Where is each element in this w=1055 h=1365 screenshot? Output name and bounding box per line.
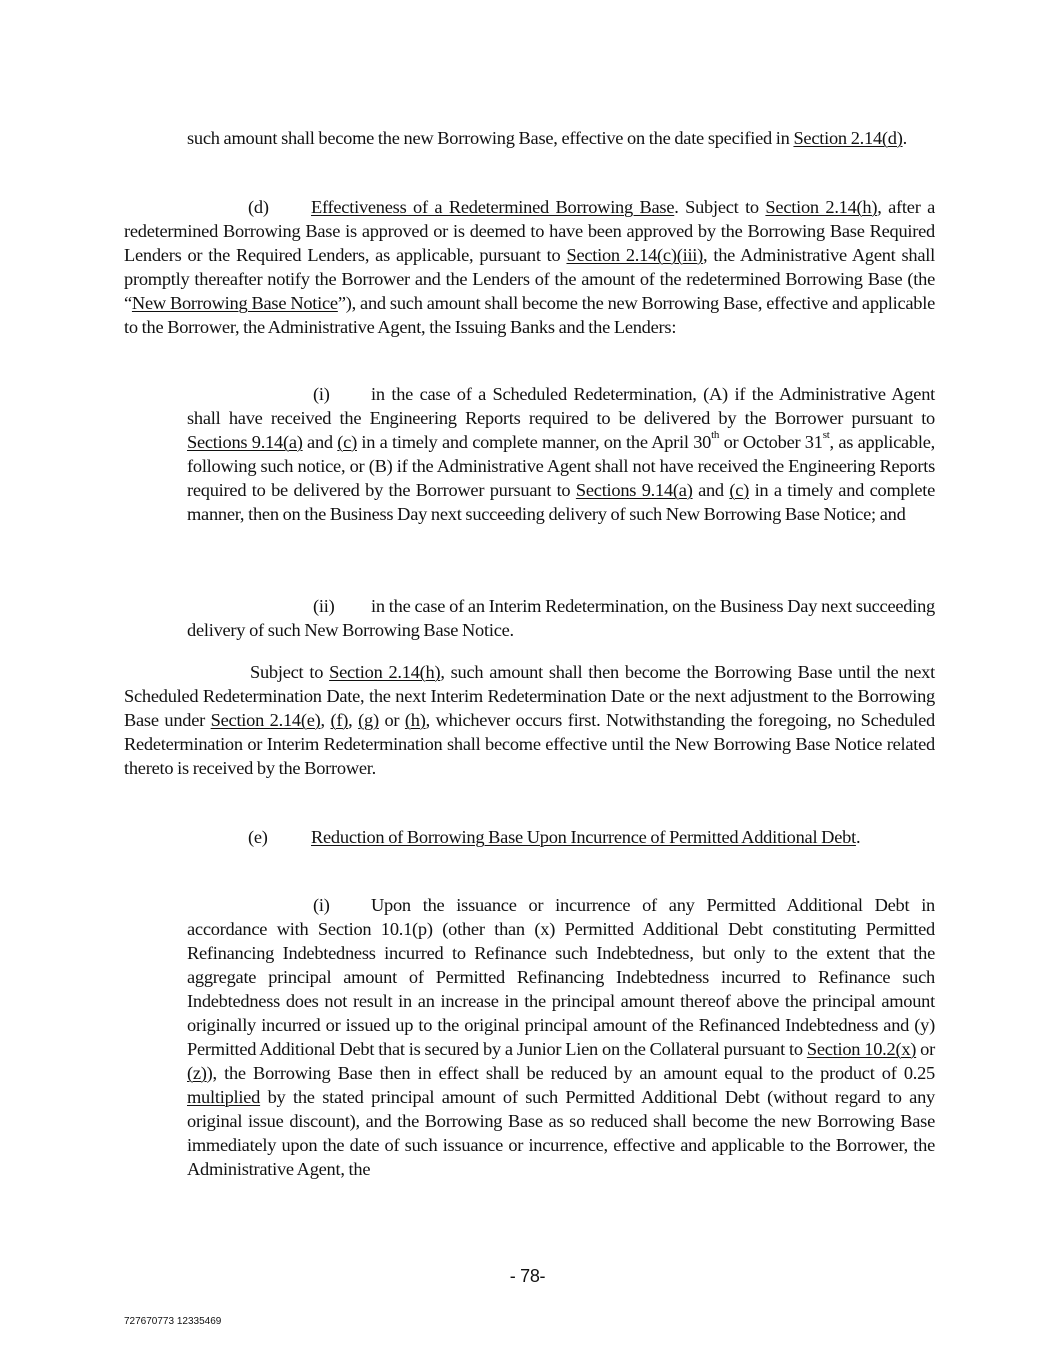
- text-run: ), the Borrowing Base then in effect shall be reduced by an amount equal to the product of 0.25: [206, 1063, 935, 1083]
- section-reference: (g): [358, 710, 379, 730]
- section-reference: Section 2.14(h): [765, 197, 878, 217]
- paragraph-e-i: [187, 893, 935, 1181]
- text-run: , after a redetermined Borrowing Base is approved or is deemed to have been approved by the Borrowing Base Required Lenders or the Required Lenders, as applicable, pursuant to: [124, 197, 936, 265]
- section-reference: (c): [729, 480, 750, 500]
- section-reference: Section 2.14(c)(iii): [566, 245, 704, 265]
- page-number: - 78-: [509, 1266, 546, 1286]
- section-reference: Sections 9.14(a): [187, 432, 303, 452]
- clause-label: (i): [313, 895, 330, 915]
- text-run: in the case of an Interim Redetermination, on the Business Day next succeeding delivery of such New Borrowing Base Notice.: [187, 596, 935, 640]
- text-run: , whichever occurs first. Notwithstanding the foregoing, no Scheduled Redetermination or Interim Redetermination shall become effective until the New Borrowing Base Notice related thereto is received by the Borrower.: [124, 710, 935, 778]
- text-run: or: [916, 1039, 935, 1059]
- section-reference: Section 2.14(e): [210, 710, 321, 730]
- paragraph-d-i: [187, 382, 935, 526]
- clause-label: (i): [313, 384, 330, 404]
- text-run: in a timely and complete manner, then on the Business Day next succeeding delivery of such New Borrowing Base Notice; and: [187, 480, 936, 524]
- text-run: ,: [320, 710, 331, 730]
- text-run: or: [378, 710, 405, 730]
- text-run: ”), and such amount shall become the new Borrowing Base, effective and applicable to the Borrower, the Administrative Agent, the Issuing Banks and the Lenders:: [124, 293, 935, 337]
- defined-term: New Borrowing Base Notice: [131, 293, 338, 313]
- section-reference: Sections 9.14(a): [575, 480, 693, 500]
- text-run: ,: [348, 710, 359, 730]
- superscript: st: [822, 429, 830, 441]
- superscript: th: [711, 429, 720, 441]
- section-reference: (f): [330, 710, 349, 730]
- paragraph-continuation: [187, 126, 929, 150]
- section-reference: (z): [187, 1063, 207, 1083]
- clause-label: (e): [248, 827, 268, 847]
- paragraph-subject-to: [124, 660, 935, 780]
- text-run: or October 31: [719, 432, 823, 452]
- paragraph-d: [124, 195, 935, 339]
- paragraph-e: [124, 825, 935, 849]
- section-reference: (c): [337, 432, 357, 452]
- text-run: Upon the issuance or incurrence of any Permitted Additional Debt in accordance with Section 10.1(p) (other than (x) Permitted Additional Debt constituting Permitted Refinancing Indebtedness incurred to Refinance such Indebtedness, but only to the extent that the aggregate principal amount of Permitted Refinancing Indebtedness incurred to Refinance such Indebtedness does not result in an increase in the principal amount thereof above the principal amount originally incurred or issued up to the original principal amount of the Refinanced Indebtedness and (y) Permitted Additional Debt that is secured by a Junior Lien on the Collateral pursuant to: [187, 895, 935, 1059]
- section-reference: (h): [404, 710, 426, 730]
- text-run: in the case of a Scheduled Redetermination, (A) if the Administrative Agent shall have received the Engineering Reports required to be delivered by the Borrower pursuant to: [187, 384, 935, 428]
- text-run: and: [692, 480, 730, 500]
- text-run: such amount shall become the new Borrowing Base, effective on the date specified in: [187, 128, 794, 148]
- paragraph-d-ii: [187, 594, 935, 642]
- emphasis-term: multiplied: [187, 1087, 261, 1107]
- section-reference: Section 2.14(h): [329, 662, 441, 682]
- clause-label: (ii): [313, 596, 335, 616]
- text-run: , as applicable, following such notice, or (B) if the Administrative Agent shall not have received the Engineering Reports required to be delivered by the Borrower pursuant to: [187, 432, 935, 500]
- clause-label: (d): [248, 197, 269, 217]
- clause-heading: Reduction of Borrowing Base Upon Incurrence of Permitted Additional Debt: [311, 827, 856, 847]
- document-id: 727670773 12335469: [124, 1316, 222, 1327]
- text-run: , the Administrative Agent shall promptly thereafter notify the Borrower and the Lenders of the amount of the redetermined Borrowing Base (the “: [124, 245, 936, 313]
- section-reference: Section 2.14(d): [793, 128, 903, 148]
- text-run: in a timely and complete manner, on the April 30: [356, 432, 712, 452]
- text-run: and: [302, 432, 338, 452]
- text-run: , such amount shall then become the Borrowing Base until the next Scheduled Redetermination Date, the next Interim Redetermination Date or the next adjustment to the Borrowing Base under: [124, 662, 935, 730]
- text-run: .: [855, 827, 861, 847]
- clause-heading: Effectiveness of a Redetermined Borrowing Base: [311, 197, 675, 217]
- section-reference: Section 10.2(x): [806, 1039, 917, 1059]
- text-run: .: [902, 128, 907, 148]
- text-run: by the stated principal amount of such Permitted Additional Debt (without regard to any original issue discount), and the Borrowing Base as so reduced shall become the new Borrowing Base immediately upon the date of such issuance or incurrence, effective and applicable to the Borrower, the Administrative Agent, the: [187, 1087, 935, 1179]
- text-run: . Subject to: [674, 197, 766, 217]
- text-run: Subject to: [250, 662, 330, 682]
